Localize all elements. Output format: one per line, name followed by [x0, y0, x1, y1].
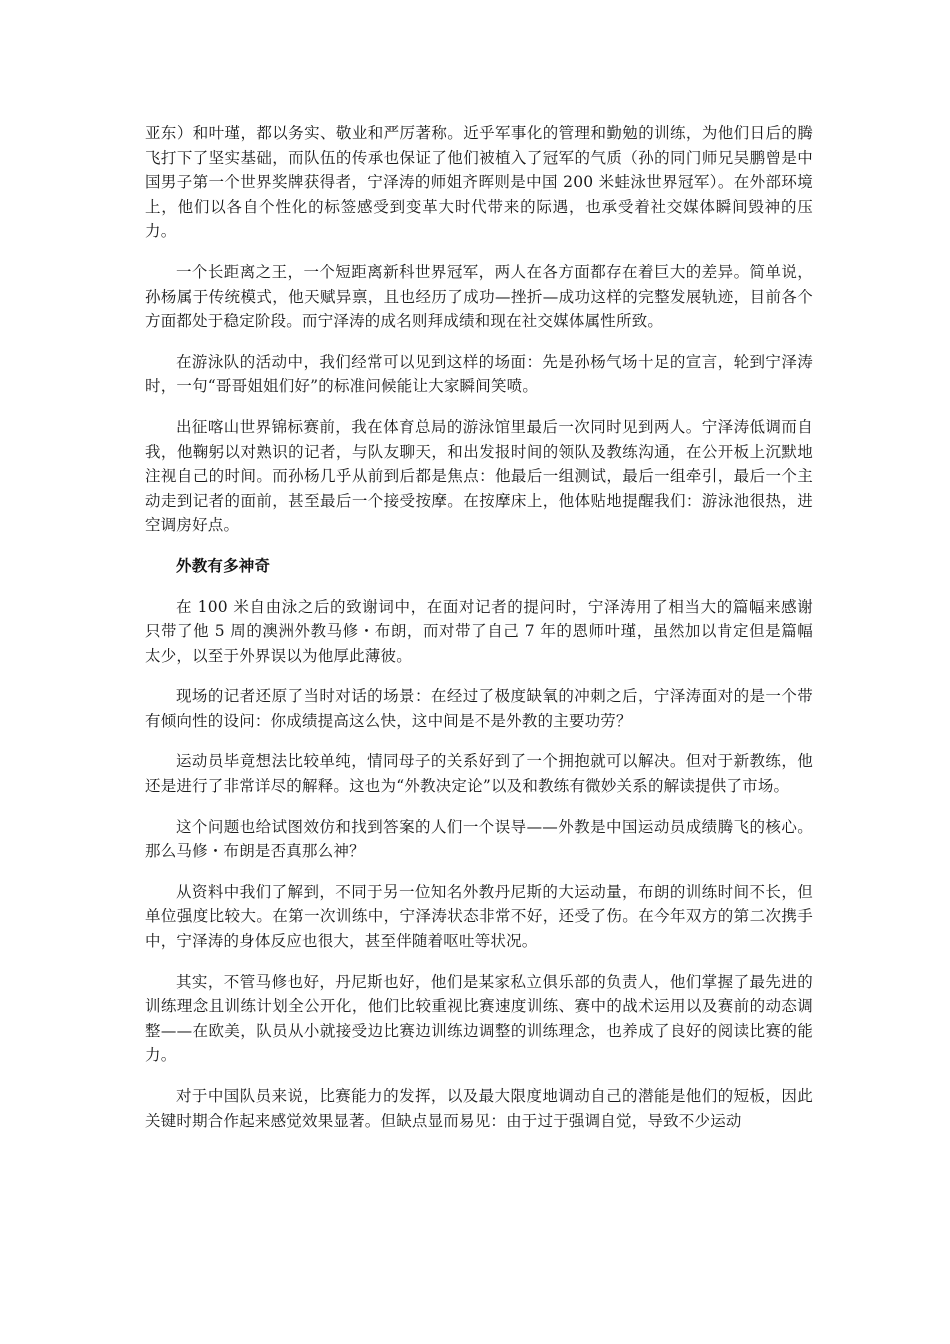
paragraph-truncated: 对于中国队员来说，比赛能力的发挥，以及最大限度地调动自己的潜能是他们的短板，因此关键时期合作起来感觉效果显著。但缺点显而易见：由于过于强调自觉，导致不少运动 — [145, 1087, 813, 1130]
paragraph: 从资料中我们了解到，不同于另一位知名外教丹尼斯的大运动量，布朗的训练时间不长，但单位强度比较大。在第一次训练中，宁泽涛状态非常不好，还受了伤。在今年双方的第二次携手中，宁泽涛的身体反应也很大，甚至伴随着呕吐等状况。 — [145, 882, 813, 951]
paragraph-continued: 亚东）和叶瑾，都以务实、敬业和严厉著称。近乎军事化的管理和勤勉的训练，为他们日后的腾飞打下了坚实基础，而队伍的传承也保证了他们被植入了冠军的气质（孙的同门师兄吴鹏曾是中国男子第一个世界奖牌获得者，宁泽涛的师姐齐晖则是中国 200 米蛙泳世界冠军）。在外部环境上，他们以各自个性化的标签感受到变革大时代带来的际遇，也承受着社交媒体瞬间毁神的压力。 — [145, 124, 813, 241]
paragraph: 在 100 米自由泳之后的致谢词中，在面对记者的提问时，宁泽涛用了相当大的篇幅来感谢只带了他 5 周的澳洲外教马修・布朗，而对带了自己 7 年的恩师叶瑾，虽然加以肯定但是篇幅太少，以至于外界误以为他厚此薄彼。 — [145, 597, 813, 665]
paragraph: 在游泳队的活动中，我们经常可以见到这样的场面：先是孙杨气场十足的宣言，轮到宁泽涛时，一句“哥哥姐姐们好”的标准问候能让大家瞬间笑喷。 — [145, 352, 813, 396]
paragraph: 这个问题也给试图效仿和找到答案的人们一个误导——外教是中国运动员成绩腾飞的核心。那么马修・布朗是否真那么神？ — [145, 817, 813, 861]
paragraph: 出征喀山世界锦标赛前，我在体育总局的游泳馆里最后一次同时见到两人。宁泽涛低调而自我，他鞠躬以对熟识的记者，与队友聊天，和出发报时间的领队及教练沟通，在公开板上沉默地注视自己的时间。而孙杨几乎从前到后都是焦点：他最后一组测试，最后一组牵引，最后一个主动走到记者的面前，甚至最后一个接受按摩。在按摩床上，他体贴地提醒我们：游泳池很热，进空调房好点。 — [145, 417, 813, 535]
paragraph: 现场的记者还原了当时对话的场景：在经过了极度缺氧的冲刺之后，宁泽涛面对的是一个带有倾向性的设问：你成绩提高这么快，这中间是不是外教的主要功劳？ — [145, 687, 813, 730]
article-body — [145, 121, 813, 1149]
paragraph: 运动员毕竟想法比较单纯，情同母子的关系好到了一个拥抱就可以解决。但对于新教练，他还是进行了非常详尽的解释。这也为“外教决定论”以及和教练有微妙关系的解读提供了市场。 — [145, 752, 813, 796]
paragraph: 一个长距离之王，一个短距离新科世界冠军，两人在各方面都存在着巨大的差异。简单说，孙杨属于传统模式，他天赋异禀，且也经历了成功—挫折—成功这样的完整发展轨迹，目前各个方面都处于稳定阶段。而宁泽涛的成名则拜成绩和现在社交媒体属性所致。 — [145, 262, 813, 331]
paragraph: 其实，不管马修也好，丹尼斯也好，他们是某家私立俱乐部的负责人，他们掌握了最先进的训练理念且训练计划全公开化，他们比较重视比赛速度训练、赛中的战术运用以及赛前的动态调整——在欧美，队员从小就接受边比赛边训练边调整的训练理念，也养成了良好的阅读比赛的能力。 — [145, 972, 813, 1065]
section-heading: 外教有多神奇 — [176, 556, 271, 575]
